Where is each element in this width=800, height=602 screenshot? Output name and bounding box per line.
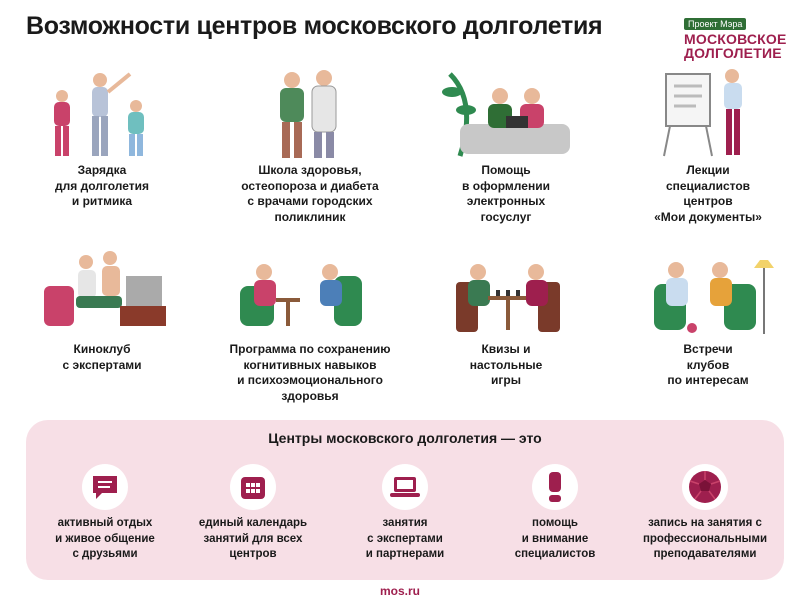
card-text-lectures: Лекции специалистов центров «Мои документы» — [654, 163, 762, 224]
feature-enrollment — [630, 464, 780, 563]
logo-line-1: МОСКОВСКОЕ — [684, 31, 787, 47]
cinema-illustration — [40, 246, 168, 330]
feature-text: занятия с экспертами и партнерами — [365, 517, 445, 560]
calendar-icon — [230, 464, 276, 510]
feature-text: активный отдых и живое общение с друзьями — [55, 517, 155, 560]
feature-text: единый календарь занятий для всех центров — [198, 517, 308, 560]
feature-help — [480, 464, 630, 563]
knitting-illustration — [650, 258, 774, 336]
doctor-illustration — [270, 66, 350, 162]
card-text-cognitive: Программа по сохранению когнитивных навыков и психоэмоционального здоровья — [229, 342, 391, 403]
exclamation-icon — [532, 464, 578, 510]
logo-line-2: ДОЛГОЛЕТИЕ — [684, 45, 782, 61]
card-text-clubs: Встречи клубов по интересам — [667, 342, 749, 387]
card-text-health-school: Школа здоровья, остеопороза и диабета с врачами городских поликлиник — [241, 163, 379, 224]
panel-title: Центры московского долголетия — это — [268, 430, 542, 446]
footer-link[interactable]: mos.ru — [379, 584, 420, 598]
lecture-illustration — [656, 66, 760, 160]
card-text-cinema: Киноклуб с экспертами — [62, 342, 142, 372]
feature-experts — [330, 464, 480, 563]
page-title: Возможности центров московского долголетия — [26, 12, 603, 40]
chat-icon — [82, 464, 128, 510]
feature-text: помощь и внимание специалистов — [514, 517, 596, 560]
exercise-illustration — [40, 66, 170, 160]
feature-calendar — [178, 464, 328, 563]
logo-badge: Проект Мэра — [684, 18, 746, 30]
feature-text: запись на занятия с профессиональными преподавателями — [642, 517, 768, 560]
card-text-quizzes: Квизы и настольные игры — [469, 342, 543, 387]
ball-icon — [682, 464, 728, 510]
logo — [684, 14, 787, 61]
feature-active-rest — [30, 464, 180, 563]
cognitive-illustration — [236, 262, 366, 332]
card-text-exercise: Зарядка для долголетия и ритмика — [55, 163, 149, 208]
chess-illustration — [452, 262, 564, 336]
features-panel — [26, 420, 784, 580]
laptop-help-illustration — [440, 64, 580, 160]
laptop-icon — [382, 464, 428, 510]
card-text-gosuslugi: Помощь в оформлении электронных госуслуг — [462, 163, 550, 224]
